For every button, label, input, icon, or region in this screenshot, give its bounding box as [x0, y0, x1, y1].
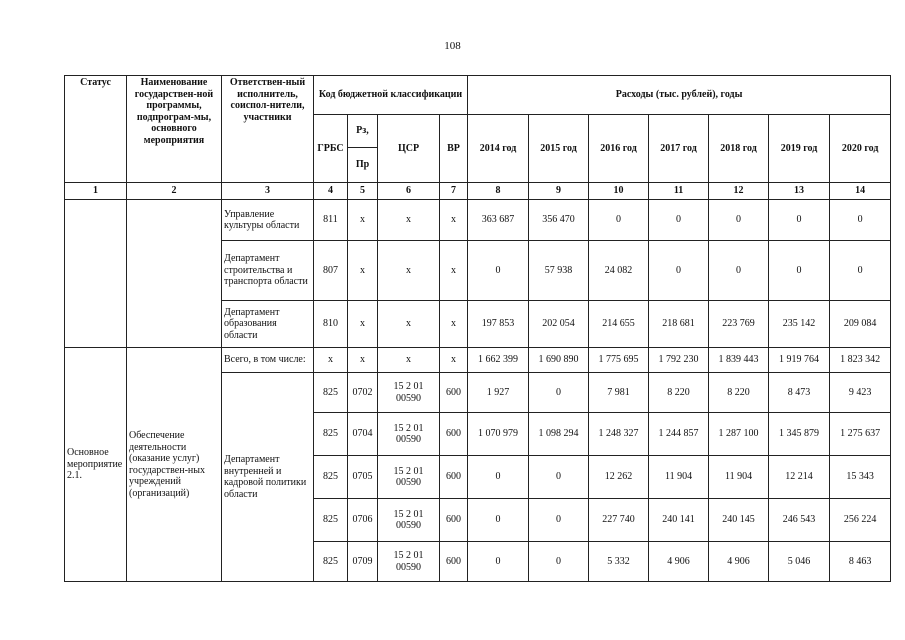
status-cell-empty [65, 200, 127, 348]
header-year: 2019 год [769, 115, 830, 183]
grbs-cell: х [314, 348, 348, 373]
value-cell: 11 904 [709, 456, 769, 499]
header-program-name: Наименование государствен-ной программы, подпрограм-мы, основного мероприятия [127, 76, 222, 183]
rzpr-cell: 0706 [348, 499, 378, 542]
header-budget-code: Код бюджетной классификации [314, 76, 468, 115]
value-cell: 197 853 [468, 301, 529, 348]
program-name-cell: Обеспечение деятельности (оказание услуг) государствен-ных учреждений (организаций) [127, 348, 222, 582]
column-number: 1 [65, 183, 127, 200]
grbs-cell: 807 [314, 241, 348, 301]
value-cell: 0 [830, 200, 891, 241]
value-cell: 1 690 890 [529, 348, 589, 373]
header-grbs: ГРБС [314, 115, 348, 183]
vr-cell: 600 [440, 373, 468, 413]
vr-cell: 600 [440, 499, 468, 542]
value-cell: 214 655 [589, 301, 649, 348]
grbs-cell: 811 [314, 200, 348, 241]
value-cell: 1 919 764 [769, 348, 830, 373]
column-number: 11 [649, 183, 709, 200]
vr-cell: х [440, 200, 468, 241]
value-cell: 5 332 [589, 542, 649, 582]
value-cell: 1 244 857 [649, 413, 709, 456]
value-cell: 1 792 230 [649, 348, 709, 373]
vr-cell: 600 [440, 542, 468, 582]
csr-cell: х [378, 348, 440, 373]
column-number: 9 [529, 183, 589, 200]
column-number: 3 [222, 183, 314, 200]
value-cell: 0 [709, 200, 769, 241]
value-cell: 9 423 [830, 373, 891, 413]
value-cell: 1 345 879 [769, 413, 830, 456]
value-cell: 1 098 294 [529, 413, 589, 456]
value-cell: 0 [468, 241, 529, 301]
name-cell-empty [127, 200, 222, 348]
rzpr-cell: х [348, 348, 378, 373]
value-cell: 240 145 [709, 499, 769, 542]
budget-table [64, 75, 891, 582]
value-cell: 5 046 [769, 542, 830, 582]
value-cell: 223 769 [709, 301, 769, 348]
header-year: 2020 год [830, 115, 891, 183]
header-year: 2015 год [529, 115, 589, 183]
value-cell: 4 906 [649, 542, 709, 582]
value-cell: 0 [468, 542, 529, 582]
value-cell: 209 084 [830, 301, 891, 348]
page-number: 108 [444, 40, 461, 52]
value-cell: 8 220 [649, 373, 709, 413]
grbs-cell: 825 [314, 456, 348, 499]
value-cell: 1 662 399 [468, 348, 529, 373]
header-executor: Ответствен-ный исполнитель, соиспол-нители, участники [222, 76, 314, 183]
header-status: Статус [65, 76, 127, 183]
header-pr: Пр [348, 148, 378, 183]
grbs-cell: 825 [314, 542, 348, 582]
csr-cell: 15 2 01 00590 [378, 373, 440, 413]
value-cell: 12 262 [589, 456, 649, 499]
value-cell: 202 054 [529, 301, 589, 348]
value-cell: 227 740 [589, 499, 649, 542]
value-cell: 15 343 [830, 456, 891, 499]
column-number: 13 [769, 183, 830, 200]
column-number: 12 [709, 183, 769, 200]
executor-cell: Департамент внутренней и кадровой политики области [222, 373, 314, 582]
value-cell: 8 463 [830, 542, 891, 582]
value-cell: 0 [529, 542, 589, 582]
value-cell: 1 248 327 [589, 413, 649, 456]
value-cell: 0 [649, 200, 709, 241]
column-number: 7 [440, 183, 468, 200]
grbs-cell: 810 [314, 301, 348, 348]
value-cell: 356 470 [529, 200, 589, 241]
header-expenses: Расходы (тыс. рублей), годы [468, 76, 891, 115]
value-cell: 218 681 [649, 301, 709, 348]
table-row [65, 200, 891, 241]
csr-cell: х [378, 301, 440, 348]
value-cell: 1 070 979 [468, 413, 529, 456]
value-cell: 363 687 [468, 200, 529, 241]
table-row [65, 348, 891, 373]
value-cell: 11 904 [649, 456, 709, 499]
value-cell: 7 981 [589, 373, 649, 413]
value-cell: 0 [468, 499, 529, 542]
executor-cell: Департамент образования области [222, 301, 314, 348]
value-cell: 0 [529, 373, 589, 413]
rzpr-cell: 0705 [348, 456, 378, 499]
column-number: 10 [589, 183, 649, 200]
rzpr-cell: х [348, 241, 378, 301]
column-number: 6 [378, 183, 440, 200]
rzpr-cell: 0709 [348, 542, 378, 582]
rzpr-cell: 0702 [348, 373, 378, 413]
rzpr-cell: х [348, 301, 378, 348]
column-number: 14 [830, 183, 891, 200]
value-cell: 0 [709, 241, 769, 301]
value-cell: 1 775 695 [589, 348, 649, 373]
value-cell: 1 839 443 [709, 348, 769, 373]
value-cell: 4 906 [709, 542, 769, 582]
header-vr: ВР [440, 115, 468, 183]
value-cell: 12 214 [769, 456, 830, 499]
header-rz: Рз, [348, 115, 378, 148]
header-year: 2016 год [589, 115, 649, 183]
header-year: 2018 год [709, 115, 769, 183]
grbs-cell: 825 [314, 373, 348, 413]
column-number: 4 [314, 183, 348, 200]
value-cell: 0 [769, 241, 830, 301]
value-cell: 1 287 100 [709, 413, 769, 456]
column-number: 8 [468, 183, 529, 200]
csr-cell: 15 2 01 00590 [378, 542, 440, 582]
value-cell: 8 220 [709, 373, 769, 413]
grbs-cell: 825 [314, 499, 348, 542]
vr-cell: х [440, 241, 468, 301]
value-cell: 240 141 [649, 499, 709, 542]
value-cell: 0 [649, 241, 709, 301]
status-cell: Основное мероприятие 2.1. [65, 348, 127, 582]
vr-cell: х [440, 301, 468, 348]
csr-cell: х [378, 200, 440, 241]
value-cell: 1 823 342 [830, 348, 891, 373]
value-cell: 256 224 [830, 499, 891, 542]
rzpr-cell: х [348, 200, 378, 241]
value-cell: 1 275 637 [830, 413, 891, 456]
header-csr: ЦСР [378, 115, 440, 183]
value-cell: 0 [830, 241, 891, 301]
executor-cell: Департамент строительства и транспорта области [222, 241, 314, 301]
column-number: 5 [348, 183, 378, 200]
vr-cell: 600 [440, 456, 468, 499]
value-cell: 0 [468, 456, 529, 499]
csr-cell: 15 2 01 00590 [378, 499, 440, 542]
value-cell: 235 142 [769, 301, 830, 348]
value-cell: 0 [769, 200, 830, 241]
grbs-cell: 825 [314, 413, 348, 456]
value-cell: 8 473 [769, 373, 830, 413]
value-cell: 1 927 [468, 373, 529, 413]
csr-cell: 15 2 01 00590 [378, 456, 440, 499]
header-year: 2017 год [649, 115, 709, 183]
value-cell: 246 543 [769, 499, 830, 542]
value-cell: 0 [529, 499, 589, 542]
csr-cell: 15 2 01 00590 [378, 413, 440, 456]
executor-cell: Управление культуры области [222, 200, 314, 241]
value-cell: 24 082 [589, 241, 649, 301]
column-number: 2 [127, 183, 222, 200]
vr-cell: х [440, 348, 468, 373]
csr-cell: х [378, 241, 440, 301]
value-cell: 0 [589, 200, 649, 241]
vr-cell: 600 [440, 413, 468, 456]
value-cell: 0 [529, 456, 589, 499]
rzpr-cell: 0704 [348, 413, 378, 456]
executor-cell: Всего, в том числе: [222, 348, 314, 373]
header-year: 2014 год [468, 115, 529, 183]
value-cell: 57 938 [529, 241, 589, 301]
